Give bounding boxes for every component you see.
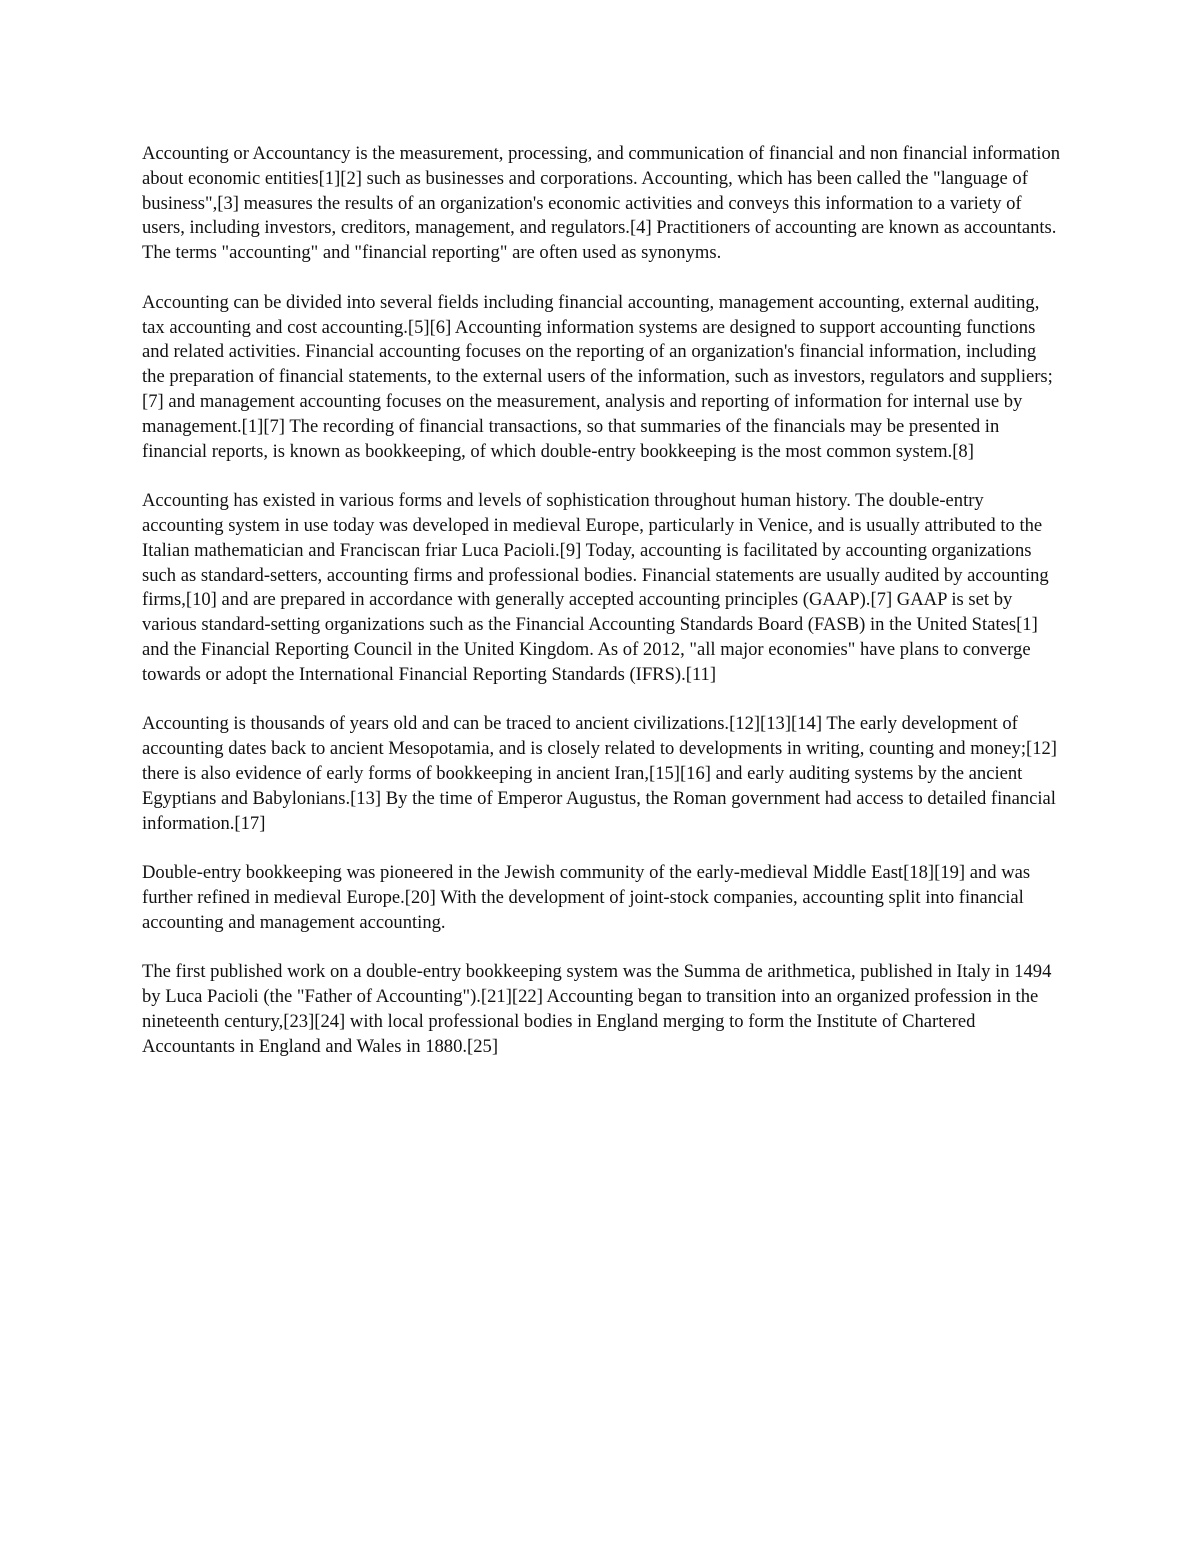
paragraph-double-entry: Double-entry bookkeeping was pioneered in the Jewish community of the early-medieval Middle East[18][19] and was further refined in medieval Europe.[20] With the development of joint-stock companies, accounting split into financial accounting and management accounting. <box>142 862 1031 933</box>
paragraph-ancient-origins: Accounting is thousands of years old and can be traced to ancient civilizations.[12][13][14] The early development of accounting dates back to ancient Mesopotamia, and is closely related to developments in writing, counting and money;[12] there is also evidence of early forms of bookkeeping in ancient Iran,[15][16] and early auditing systems by the ancient Egyptians and Babylonians.[13] By the time of Emperor Augustus, the Roman government had access to detailed financial information.[17] <box>142 713 1057 834</box>
paragraph-fields: Accounting can be divided into several fields including financial accounting, management accounting, external auditing, tax accounting and cost accounting.[5][6] Accounting information systems are designed to support accounting functions and related activities. Financial accounting focuses on the reporting of an organization's financial information, including the preparation of financial statements, to the external users of the information, such as investors, regulators and suppliers;[7] and management accounting focuses on the measurement, analysis and reporting of information for internal use by management.[1][7] The recording of financial transactions, so that summaries of the financials may be presented in financial reports, is known as bookkeeping, of which double-entry bookkeeping is the most common system.[8] <box>142 291 1053 462</box>
paragraph-history: Accounting has existed in various forms and levels of sophistication throughout human history. The double-entry accounting system in use today was developed in medieval Europe, particularly in Venice, and is usually attributed to the Italian mathematician and Franciscan friar Luca Pacioli.[9] Today, accounting is facilitated by accounting organizations such as standard-setters, accounting firms and professional bodies. Financial statements are usually audited by accounting firms,[10] and are prepared in accordance with generally accepted accounting principles (GAAP).[7] GAAP is set by various standard-setting organizations such as the Financial Accounting Standards Board (FASB) in the United States[1] and the Financial Reporting Council in the United Kingdom. As of 2012, "all major economies" have plans to converge towards or adopt the International Financial Reporting Standards (IFRS).[11] <box>142 490 1049 685</box>
paragraph-definition: Accounting or Accountancy is the measurement, processing, and communication of financial and non financial information about economic entities[1][2] such as businesses and corporations. Accounting, which has been called the "language of business",[3] measures the results of an organization's economic activities and conveys this information to a variety of users, including investors, creditors, management, and regulators.[4] Practitioners of accounting are known as accountants. The terms "accounting" and "financial reporting" are often used as synonyms. <box>142 143 1061 264</box>
document-body <box>142 142 1062 1084</box>
paragraph-first-published: The first published work on a double-entry bookkeeping system was the Summa de arithmetica, published in Italy in 1494 by Luca Pacioli (the "Father of Accounting").[21][22] Accounting began to transition into an organized profession in the nineteenth century,[23][24] with local professional bodies in England merging to form the Institute of Chartered Accountants in England and Wales in 1880.[25] <box>142 961 1052 1057</box>
